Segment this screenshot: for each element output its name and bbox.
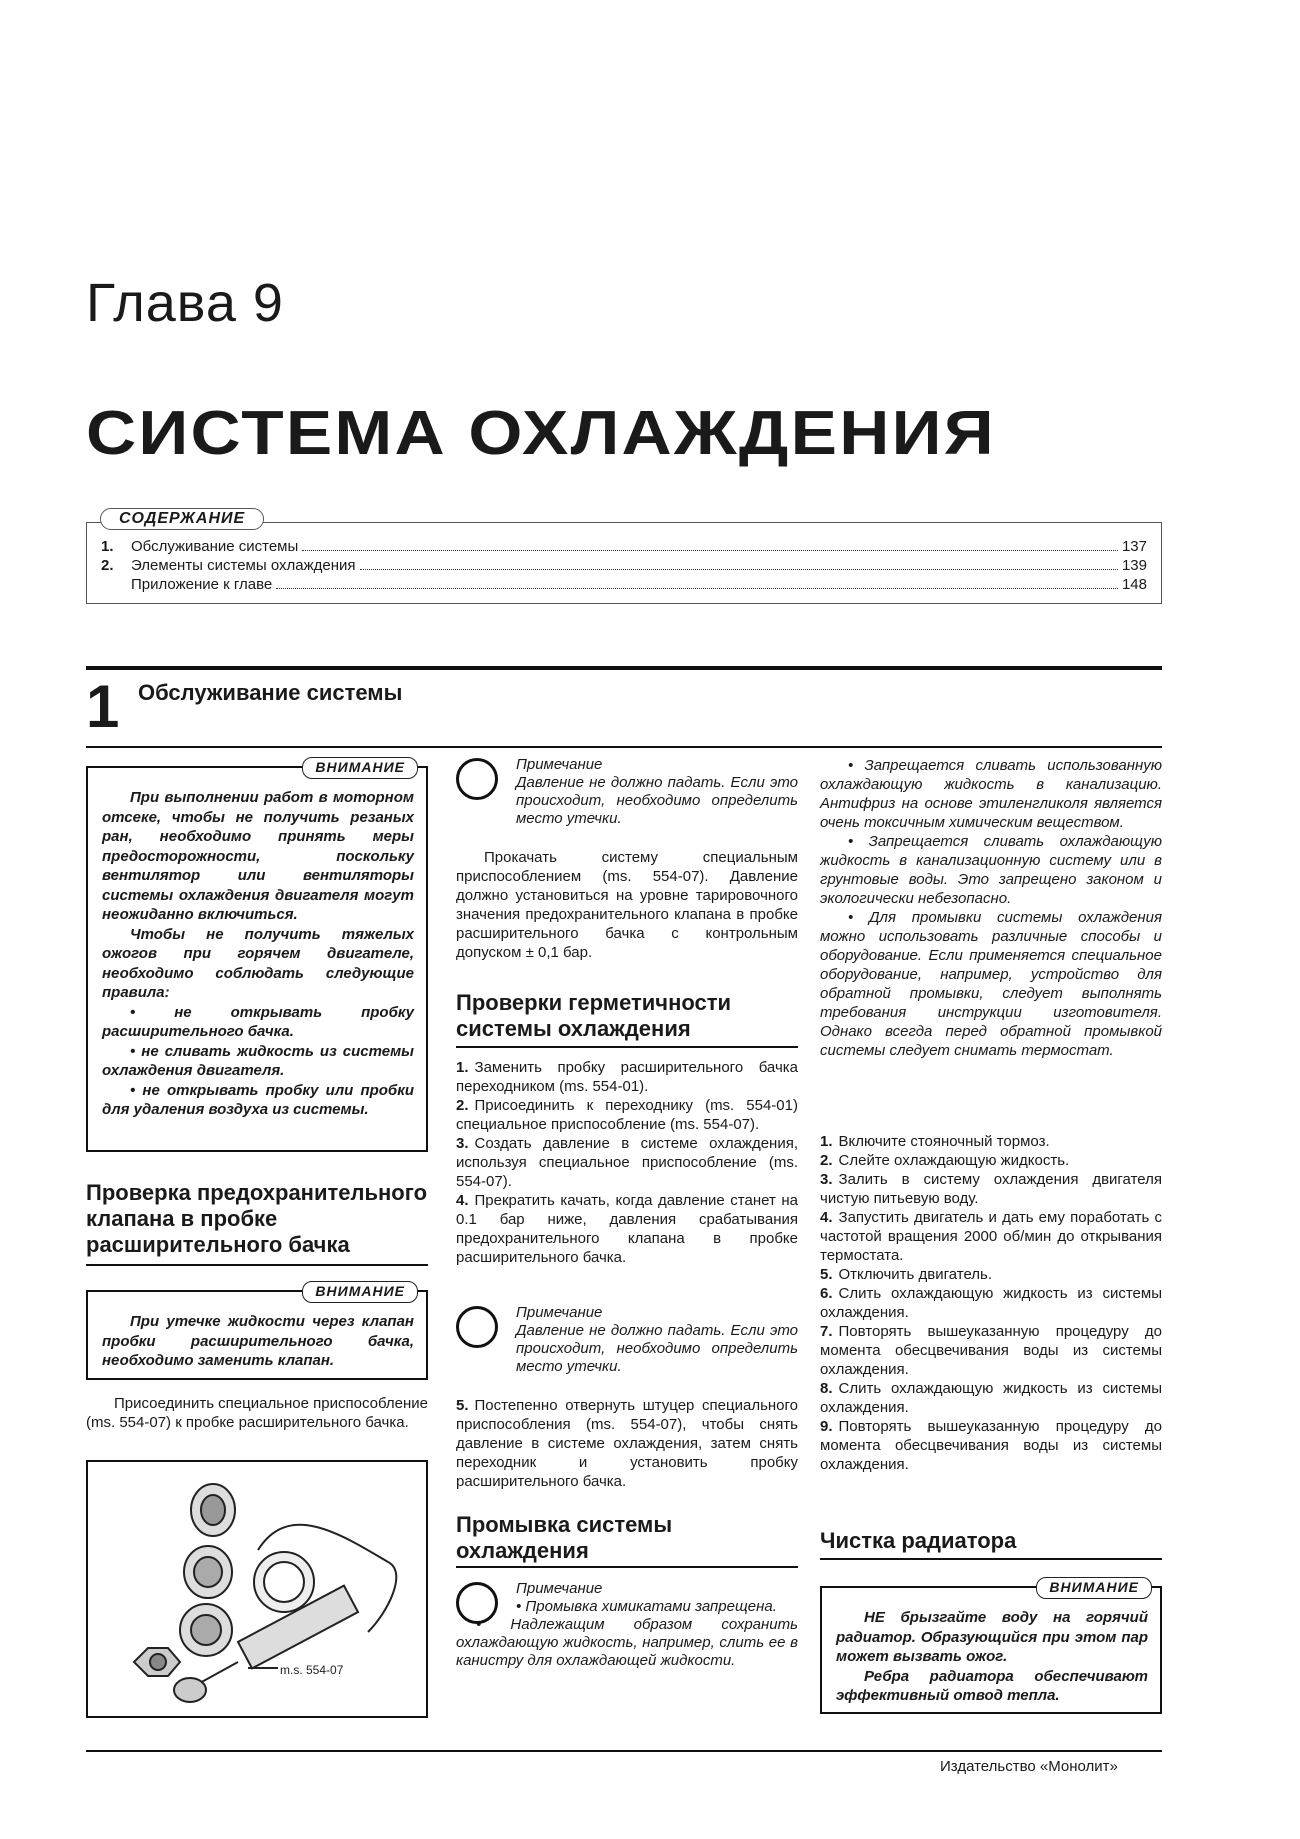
- warning-label: ВНИМАНИЕ: [1036, 1577, 1152, 1599]
- warning-box-1: [86, 759, 428, 1152]
- list-item: 3. Создать давление в системе охлаждения, используя специальное приспособление (ms. 554-07).: [456, 1135, 798, 1190]
- warning-bullet: • не открывать пробку расширительного бачка.: [102, 1003, 414, 1040]
- list-item: 5. Отключить двигатель.: [820, 1266, 993, 1283]
- flush-steps: [820, 1132, 1162, 1474]
- list-item: 1. Включите стояночный тормоз.: [820, 1133, 1050, 1150]
- list-item: 2. Слейте охлаждающую жидкость.: [820, 1152, 1070, 1169]
- pump-paragraph: Прокачать систему специальным приспособлением (ms. 554-07). Давление должно установиться на уровне тарировочного значения предохранительного клапана в пробке расширительного бачка с контрольным допуском ± 0,1 бар.: [456, 849, 798, 961]
- warning-bullet: • не открывать пробку или пробки для удаления воздуха из системы.: [102, 1081, 414, 1118]
- note-1: [456, 756, 798, 828]
- note-text: Давление не должно падать. Если это происходит, необходимо определить место утечки.: [516, 774, 798, 827]
- toc-item-number: 2.: [101, 557, 114, 574]
- flush-warnings: [820, 756, 1162, 1060]
- heading-flush: Промывка системы охлаждения: [456, 1512, 673, 1563]
- tightness-steps: [456, 1058, 798, 1267]
- valve-paragraph-block: [86, 1394, 428, 1432]
- list-item: 1. Заменить пробку расширительного бачка переходником (ms. 554-01).: [456, 1059, 798, 1095]
- flush-warning-paragraph: • Запрещается сливать охлаждающую жидкость в канализационную систему или в грунтовые воды. Это запрещено законом и экологически небезопасно.: [820, 833, 1162, 907]
- toc-item-text: Элементы системы охлаждения: [131, 557, 356, 574]
- pump-paragraph-block: [456, 848, 798, 962]
- toc-item-page: 148: [1121, 576, 1147, 593]
- warning-label: ВНИМАНИЕ: [302, 1281, 418, 1303]
- note-2: [456, 1304, 798, 1376]
- flush-warning-paragraph: • Запрещается сливать использованную охлаждающую жидкость в канализацию. Антифриз на основе этиленгликоля является очень токсичным химическим веществом.: [820, 757, 1162, 831]
- toc-item-page: 137: [1121, 538, 1147, 555]
- valve-paragraph: Присоединить специальное приспособление (ms. 554-07) к пробке расширительного бачка.: [86, 1395, 428, 1431]
- toc-item-number: [101, 575, 131, 594]
- section-title: Обслуживание системы: [138, 680, 403, 705]
- warning-text: При выполнении работ в моторном отсеке, чтобы не получить резаных ран, необходимо принять меры предосторожности, поскольку вентилятор или вентиляторы системы охлаждения двигателя могут неожиданно включиться.: [102, 789, 414, 923]
- note-label: Примечание: [516, 756, 603, 773]
- figure-label: m.s. 554-07: [280, 1663, 344, 1677]
- note-label: Примечание: [516, 1304, 603, 1321]
- toc-leader: [302, 537, 1118, 551]
- section-top-rule: [86, 666, 1162, 670]
- note-icon: [456, 1582, 498, 1624]
- toc-item[interactable]: [101, 556, 1147, 575]
- heading-valve-check: Проверка предохранительного клапана в пробке расширительного бачка: [86, 1180, 428, 1257]
- list-item: 8. Слить охлаждающую жидкость из системы охлаждения.: [820, 1380, 1162, 1416]
- note-icon: [456, 758, 498, 800]
- note-icon: [456, 1306, 498, 1348]
- chapter-label: Глава 9: [86, 273, 284, 333]
- note-bullet: • Надлежащим образом сохранить охлаждающую жидкость, например, слить ее в канистру для охлаждающей жидкости.: [456, 1616, 798, 1669]
- warning-label: ВНИМАНИЕ: [302, 757, 418, 779]
- pressure-tester-figure: [86, 1460, 428, 1718]
- section-number: 1: [86, 673, 120, 740]
- section-bottom-rule: [86, 746, 1162, 748]
- toc-leader: [276, 575, 1118, 589]
- list-item: 2. Присоединить к переходнику (ms. 554-01) специальное приспособление (ms. 554-07).: [456, 1097, 798, 1133]
- heading-underline: [820, 1558, 1162, 1560]
- toc-item[interactable]: [101, 537, 1147, 556]
- list-item: 9. Повторять вышеуказанную процедуру до момента обесцвечивания воды из системы охлаждения.: [820, 1418, 1162, 1473]
- warning-text: Чтобы не получить тяжелых ожогов при горячем двигателе, необходимо соблюдать следующие правила:: [102, 925, 414, 1001]
- toc-item-number: 1.: [101, 538, 114, 555]
- page-title: СИСТЕМА ОХЛАЖДЕНИЯ: [86, 399, 996, 468]
- heading-underline: [456, 1566, 798, 1568]
- note-label: Примечание: [516, 1580, 603, 1597]
- footer-rule: [86, 1750, 1162, 1752]
- warning-box-3: [820, 1579, 1162, 1714]
- heading-underline: [456, 1046, 798, 1048]
- table-of-contents: [86, 522, 1162, 604]
- list-item: 5. Постепенно отвернуть штуцер специального приспособления (ms. 554-07), чтобы снять давление в системе охлаждения, затем снять переходник и установить пробку расширительного бачка.: [456, 1397, 798, 1490]
- note-text: Давление не должно падать. Если это происходит, необходимо определить место утечки.: [516, 1322, 798, 1375]
- note-3: [456, 1580, 798, 1670]
- list-item: 4. Прекратить качать, когда давление станет на 0.1 бар ниже, давления срабатывания предохранительного клапана в пробке расширительного бачка.: [456, 1192, 798, 1266]
- heading-tightness: Проверки герметичности системы охлаждения: [456, 990, 732, 1041]
- warning-text: При утечке жидкости через клапан пробки расширительного бачка, необходимо заменить клапан.: [102, 1313, 414, 1369]
- toc-leader: [360, 556, 1118, 570]
- publisher-footer: Издательство «Монолит»: [940, 1758, 1118, 1775]
- list-item: 4. Запустить двигатель и дать ему поработать с частотой вращения 2000 об/мин до открывания термостата.: [820, 1209, 1162, 1264]
- warning-text: НЕ брызгайте воду на горячий радиатор. Образующийся при этом пар может вызвать ожог.: [836, 1609, 1148, 1665]
- list-item: 3. Залить в систему охлаждения двигателя чистую питьевую воду.: [820, 1171, 1162, 1207]
- heading-underline: [86, 1264, 428, 1266]
- list-item: 6. Слить охлаждающую жидкость из системы охлаждения.: [820, 1285, 1162, 1321]
- flush-warning-paragraph: • Для промывки системы охлаждения можно использовать различные способы и оборудование. Если применяется специальное оборудование, например, устройство для обратной промывки, следует выполнять требования инструкции изготовителя. Однако всегда перед обратной промывкой системы следует снимать термостат.: [820, 909, 1162, 1059]
- tightness-step-5: [456, 1396, 798, 1491]
- warning-box-2: [86, 1283, 428, 1380]
- toc-item-text: Обслуживание системы: [131, 538, 299, 555]
- toc-label: СОДЕРЖАНИЕ: [100, 508, 264, 530]
- toc-item[interactable]: [101, 575, 1147, 594]
- pressure-tester-illustration: [88, 1462, 426, 1716]
- heading-radiator: Чистка радиатора: [820, 1528, 1017, 1553]
- list-item: 7. Повторять вышеуказанную процедуру до момента обесцвечивания воды из системы охлаждения.: [820, 1323, 1162, 1378]
- warning-bullet: • не сливать жидкость из системы охлаждения двигателя.: [102, 1042, 414, 1079]
- note-bullet: • Промывка химикатами запрещена.: [516, 1598, 777, 1615]
- toc-item-text: Приложение к главе: [131, 576, 273, 593]
- toc-item-page: 139: [1121, 557, 1147, 574]
- warning-text: Ребра радиатора обеспечивают эффективный отвод тепла.: [836, 1667, 1148, 1704]
